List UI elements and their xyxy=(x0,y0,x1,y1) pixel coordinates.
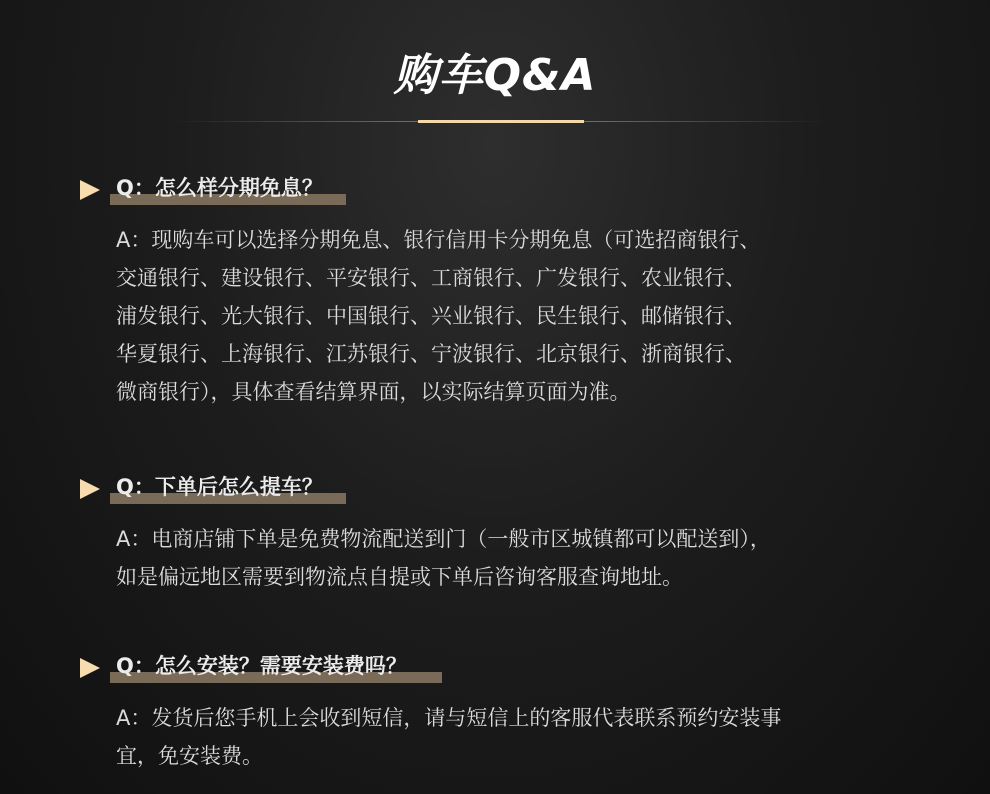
question-label: Q：怎么安装？需要安装费吗？ xyxy=(116,654,407,678)
qa-item xyxy=(0,170,990,210)
arrow-right-icon xyxy=(80,479,100,499)
question-row xyxy=(0,648,990,688)
arrow-right-icon xyxy=(80,658,100,678)
question-row xyxy=(0,469,990,509)
question-text xyxy=(110,469,329,505)
question-row xyxy=(0,170,990,210)
title-accent-bar xyxy=(418,120,584,123)
question-label: Q：怎么样分期免息？ xyxy=(116,176,323,200)
answer-text: A：发货后您手机上会收到短信，请与短信上的客服代表联系预约安装事 宜，免安装费。 xyxy=(116,706,782,768)
answer-text: A：电商店铺下单是免费物流配送到门（一般市区城镇都可以配送到）， 如是偏远地区需要到物流点自提或下单后咨询客服查询地址。 xyxy=(116,527,771,589)
qa-item xyxy=(0,469,990,509)
question-label: Q：下单后怎么提车？ xyxy=(116,475,323,499)
page-title: 购车Q&A xyxy=(393,50,597,101)
qa-item xyxy=(0,648,990,688)
question-text xyxy=(110,170,329,206)
question-text xyxy=(110,648,413,684)
arrow-right-icon xyxy=(80,180,100,200)
answer-text: A：现购车可以选择分期免息、银行信用卡分期免息（可选招商银行、 交通银行、建设银行、平安银行、工商银行、广发银行、农业银行、 浦发银行、光大银行、中国银行、兴业银行、民生银行、邮储银行、 华夏银行、上海银行、江苏银行、宁波银行、北京银行、浙商银行、 微商银行），具体查看结算界面，以实际结算页面为准。 xyxy=(116,228,761,404)
